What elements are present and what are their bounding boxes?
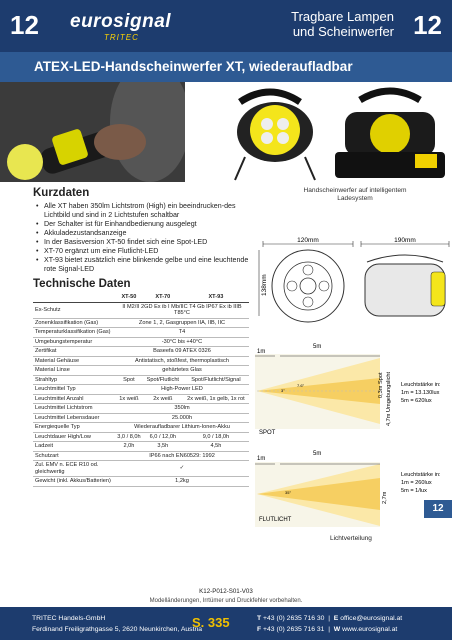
table-row: [33, 432, 249, 442]
row-cell: 1x weiß: [115, 394, 143, 404]
table-row: [33, 404, 249, 414]
flut-label: FLUTLICHT: [259, 517, 292, 523]
list-item: • XT-93 bietet zusätzlich eine blinkende gelbe und eine leuchtende rote Signal-LED: [36, 256, 251, 274]
row-value: gehärtetes Glas: [115, 366, 249, 376]
page-footer: [0, 607, 452, 640]
brand-name: eurosignal: [70, 11, 172, 32]
product-photo-in-hand: [0, 82, 185, 182]
fax-prefix: F: [257, 626, 262, 633]
page-label: S. 335: [192, 615, 230, 630]
row-cell: 3,0 / 8,0h: [115, 432, 143, 442]
spot-label: SPOT: [259, 430, 276, 436]
row-value: II M2/II 2GD Ex ib I Mb/IIC T4 Gb IP67 Ex ib IIIB T85°C: [115, 302, 249, 318]
dim-length: 190mm: [394, 237, 416, 244]
flut-dist-1m: 1m: [257, 456, 266, 462]
spot-distribution: [255, 354, 380, 429]
article-number: K12-P012-S01-V03: [199, 588, 253, 595]
spot-lux-5m: 5m = 620lux: [401, 398, 432, 404]
table-row: [33, 451, 249, 461]
kurzdaten-heading: Kurzdaten: [33, 187, 90, 199]
flut-dist-5m: 5m: [313, 451, 322, 457]
row-value: -30°C bis +40°C: [115, 337, 249, 347]
contact-line-1: T +43 (0) 2635 716 30 | E office@eurosignal.at: [257, 615, 403, 622]
row-label: Schutzart: [33, 451, 115, 461]
row-label: Leuchtdauer High/Low: [33, 432, 115, 442]
page-header: [0, 0, 452, 52]
row-cell: 2x weiß: [143, 394, 183, 404]
table-row: [33, 375, 249, 385]
row-cell: Spot/Flutlicht: [143, 375, 183, 385]
row-cell: Spot: [115, 375, 143, 385]
product-photo-charger: [185, 82, 452, 182]
row-cell: Spot/Flutlicht/Signal: [183, 375, 249, 385]
spot-dim-umgebung: 4,7m Umgebungslicht: [386, 371, 392, 426]
row-label: Ex-Schutz: [33, 302, 115, 318]
row-value: High-Power LED: [115, 385, 249, 395]
dim-width: 120mm: [297, 237, 319, 244]
row-cell: 4,5h: [183, 442, 249, 452]
hand-lamp-image: [0, 82, 185, 182]
table-row: [33, 461, 249, 477]
table-row: [33, 423, 249, 433]
lamps-on-charger-image: [185, 82, 452, 182]
row-label: Material Linse: [33, 366, 115, 376]
brand-sub: TRITEC: [104, 33, 139, 42]
company-block: [32, 613, 202, 635]
technische-daten-heading: Technische Daten: [33, 278, 131, 290]
lamp-side-view: [365, 255, 445, 316]
phone-number: +43 (0) 2635 716 30: [263, 615, 325, 622]
list-item: • XT-70 ergänzt um eine Flutlicht-LED: [36, 247, 251, 256]
spot-lux-1m: 1m = 13.130lux: [401, 390, 440, 396]
list-item: • In der Basisversion XT-50 findet sich eine Spot-LED: [36, 238, 251, 247]
light-distribution-caption: Lichtverteilung: [330, 535, 372, 542]
row-value: 25.000h: [115, 413, 249, 423]
row-label: Temperaturklassifikation (Gas): [33, 328, 115, 338]
row-label: Energiequelle Typ: [33, 423, 115, 433]
row-label: Material Gehäuse: [33, 356, 115, 366]
table-row: [33, 394, 249, 404]
row-label: Umgebungstemperatur: [33, 337, 115, 347]
flut-lux-5m: 5m = 1/lux: [401, 488, 427, 494]
table-row: [33, 318, 249, 328]
spot-dist-1m: 1m: [257, 349, 266, 355]
list-item: • Alle XT haben 350lm Lichtstrom (High) ein beeindrucken-des Lichtbild und sind in 2 Lichtstufen schaltbar: [36, 202, 251, 220]
table-header: [33, 293, 115, 302]
row-label: Leuchtmittel Lichtstrom: [33, 404, 115, 414]
row-value: IP66 nach EN60529: 1992: [115, 451, 249, 461]
spot-lux-title: Leuchtstärke in:: [401, 382, 441, 388]
row-label: Gewicht (inkl. Akkus/Batterien): [33, 477, 115, 487]
phone-prefix: T: [257, 615, 262, 622]
flut-lux-1m: 1m = 260lux: [401, 480, 432, 486]
product-title: ATEX-LED-Handscheinwerfer XT, wiederaufladbar: [34, 59, 353, 74]
row-value: Wiederaufladbarer Lithium-Ionen-Akku: [115, 423, 249, 433]
brand-logo: [70, 11, 172, 42]
table-row: [33, 366, 249, 376]
table-row: [33, 337, 249, 347]
spot-angle-2: 7.6°: [297, 383, 305, 388]
company-name: TRITEC Handels-GmbH: [32, 615, 106, 622]
row-value: T4: [115, 328, 249, 338]
table-row: [33, 477, 249, 487]
kurzdaten-list: [36, 202, 251, 274]
dimension-and-light-diagram: [255, 236, 452, 536]
row-cell: 2x weiß, 1x gelb, 1x rot: [183, 394, 249, 404]
table-header: XT-50: [115, 293, 143, 302]
contact-block: [257, 613, 402, 635]
row-value: Antistatisch, stoßfest, thermoplastisch: [115, 356, 249, 366]
spot-angle-1: 3°: [281, 388, 285, 393]
table-row: [33, 302, 249, 318]
row-value: Baseefa 09 ATEX 0326: [115, 347, 249, 357]
list-item: • Akkuladezustandsanzeige: [36, 229, 251, 238]
row-value: 1,2kg: [115, 477, 249, 487]
dim-height: 138mm: [261, 274, 268, 296]
table-row: [33, 442, 249, 452]
spec-table: [33, 293, 249, 487]
section-title: [291, 9, 394, 39]
product-title-bar: [0, 52, 452, 82]
section-title-line2: und Scheinwerfer: [292, 24, 394, 39]
row-value: 350lm: [115, 404, 249, 414]
page-number-right: 12: [413, 10, 442, 40]
row-value: ✓: [115, 461, 249, 477]
list-item: • Der Schalter ist für Einhandbedienung ausgelegt: [36, 220, 251, 229]
table-header-row: [33, 293, 249, 302]
email-prefix: E: [333, 615, 339, 622]
table-row: [33, 347, 249, 357]
disclaimer: Modelländerungen, Irrtümer und Druckfehler vorbehalten.: [149, 598, 303, 604]
table-header: XT-70: [143, 293, 183, 302]
table-header: XT-93: [183, 293, 249, 302]
row-cell: 2,0h: [115, 442, 143, 452]
contact-line-2: F +43 (0) 2635 716 31 | W www.eurosignal.at: [257, 626, 398, 633]
table-row: [33, 413, 249, 423]
web-prefix: W: [333, 626, 341, 633]
company-address: Ferdinand Freiligrathgasse 5, 2620 Neunkirchen, Austria: [32, 626, 203, 633]
row-cell: 9,0 / 18,0h: [183, 432, 249, 442]
table-row: [33, 328, 249, 338]
charger-caption: Handscheinwerfer auf intelligentem Ladesystem: [303, 187, 407, 202]
flut-lux-title: Leuchtstärke in:: [401, 472, 441, 478]
row-label: Leuchtmittel Anzahl: [33, 394, 115, 404]
fax-number: +43 (0) 2635 716 31: [263, 626, 325, 633]
row-label: Zertifikat: [33, 347, 115, 357]
row-value: Zone 1, 2, Gasgruppen IIA, IIB, IIC: [115, 318, 249, 328]
row-label: Leuchtmittel Lebensdauer: [33, 413, 115, 423]
email-link[interactable]: office@eurosignal.at: [340, 615, 403, 622]
row-label: Zul. EMV n. ECE R10 od. gleichwertig: [33, 461, 115, 477]
spot-dist-5m: 5m: [313, 344, 322, 350]
row-label: Zonenklassifikation (Gas): [33, 318, 115, 328]
page-tab: 12: [424, 500, 452, 518]
section-title-line1: Tragbare Lampen: [291, 9, 394, 24]
row-cell: 3,5h: [143, 442, 183, 452]
lamp-front-view: [272, 250, 344, 322]
page-number-left: 12: [10, 10, 39, 40]
web-link[interactable]: www.eurosignal.at: [342, 626, 398, 633]
table-row: [33, 356, 249, 366]
flut-dim-h: 2,7m: [382, 491, 388, 504]
row-cell: 6,0 / 12,0h: [143, 432, 183, 442]
table-row: [33, 385, 249, 395]
flut-angle: 35°: [285, 490, 292, 495]
row-label: Strahltyp: [33, 375, 115, 385]
row-label: Leuchtmittel Typ: [33, 385, 115, 395]
spot-dim-spot: 0,3m Spot: [378, 372, 384, 398]
row-label: Ladzeit: [33, 442, 115, 452]
